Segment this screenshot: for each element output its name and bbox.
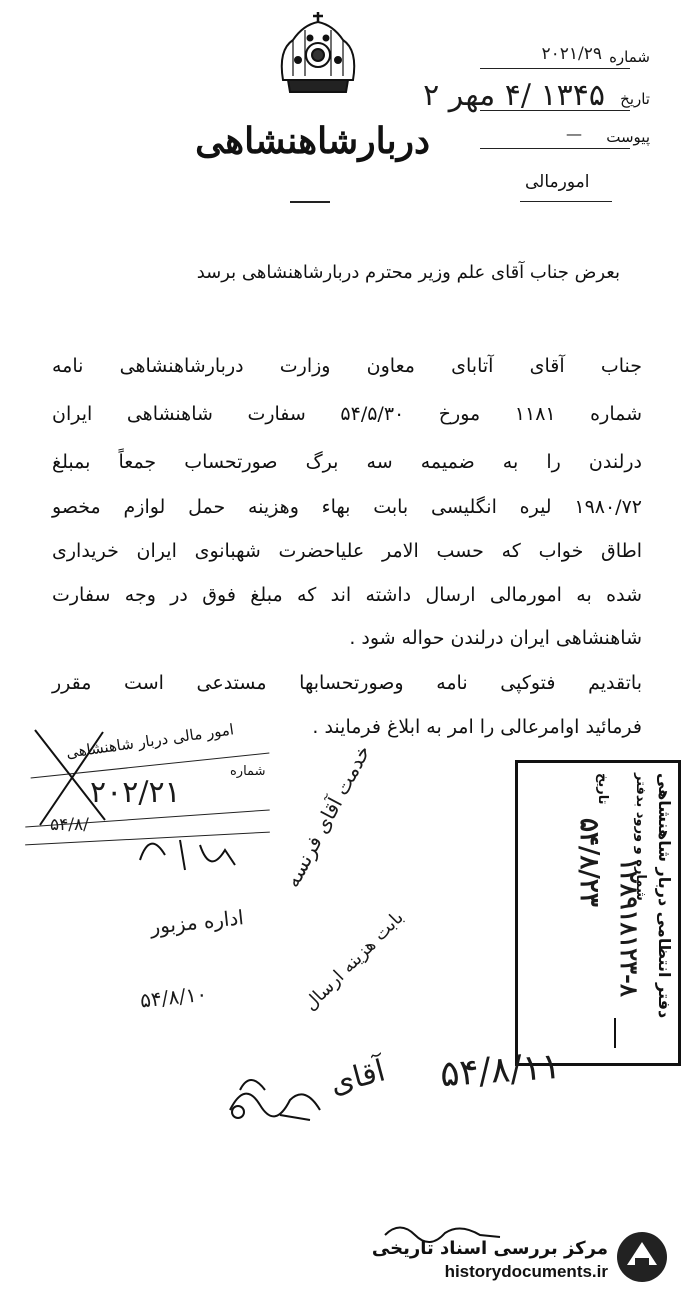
court-title: دربارشاهنشاهی (195, 120, 430, 162)
stamp-date-value: ۵۴/۸/۲۳ (574, 818, 604, 907)
date-rule (480, 110, 630, 111)
attachment-rule (480, 148, 630, 149)
footer-org-name: مرکز بررسی اسناد تاریخی (371, 1238, 608, 1259)
seal-number-value: ۲۰۲/۲۱ (90, 775, 181, 810)
handwritten-date-2: ۵۴/۸/۱۱ (438, 1045, 563, 1096)
department-label: امورمالی (525, 172, 590, 192)
stamp-tick-mark (614, 1018, 626, 1048)
handwritten-note-1: اداره مزبور (149, 905, 245, 939)
seal-date-value: ۵۴/۸/ (50, 815, 89, 835)
handwritten-date-1: ۵۴/۸/۱۰ (138, 981, 209, 1013)
body-line-8: باتقدیم فتوکپی نامه وصورتحسابها مستدعی است مقرر (52, 672, 642, 694)
body-line-4: ۱۹۸۰/۷۲ لیره انگلیسی بابت بهاء وهزینه حمل لوازم مخصو (52, 496, 642, 518)
title-divider (290, 201, 330, 203)
archive-logo-icon (615, 1230, 670, 1285)
addressee-line: بعرض جناب آقای علم وزیر محترم دربارشاهنشاهی برسد (196, 262, 620, 283)
body-line-1: جناب آقای آتابای معاون وزارت دربارشاهنشاهی نامه (52, 355, 642, 377)
body-line-6: شده به امورمالی ارسال داشته اند که مبلغ فوق در وجه سفارت (52, 584, 642, 606)
number-value: ۲۰۲۱/۲۹ (541, 44, 602, 64)
seal-cross-mark (25, 720, 115, 840)
stamp-office-label: دفتر انتظامی دربار شاهنشاهی (655, 773, 674, 1019)
stamp-number-value: ۱۲۸۹۱۸۱۲۳-۸ (615, 858, 644, 997)
body-line-7: شاهنشاهی ایران درلندن حواله شود . (349, 627, 642, 649)
date-value: ۱۳۴۵ /۴ مهر ۲ (423, 78, 605, 113)
body-line-2: شماره ۱۱۸۱ مورخ ۵۴/۵/۳۰ سفارت شاهنشاهی ایران (52, 403, 643, 425)
handwritten-note-4: بابت هزینه ارسال (300, 907, 408, 1015)
body-line-5: اطاق خواب که حسب الامر علیاحضرت شهبانوی ایران خریداری (52, 540, 642, 562)
crown-emblem (268, 10, 368, 100)
seal-number-label: شماره (230, 764, 266, 779)
date-label: تاریخ (620, 90, 650, 108)
number-rule (480, 68, 630, 69)
stamp-date-label: تاریخ (595, 773, 610, 805)
signature-scribble (220, 1050, 350, 1130)
number-label: شماره (609, 48, 650, 66)
handwritten-note-6: آقای (326, 1053, 389, 1102)
attachment-label: پیوست (606, 128, 650, 146)
body-line-9: فرمائید اوامرعالی را امر به ابلاغ فرمایند . (312, 716, 642, 738)
initials-scribble (130, 820, 250, 890)
seal-text: امور مالی دربار شاهنشاهی (65, 720, 235, 762)
department-rule (520, 201, 612, 202)
handwritten-note-3: خدمت آقای فرنسه (280, 740, 376, 892)
attachment-value: — (566, 124, 582, 143)
body-line-3: درلندن را به ضمیمه سه برگ صورتحساب جمعاً بمبلغ (52, 451, 642, 473)
stamp-number-label: شماره و ورود بدفتر (633, 773, 648, 901)
registry-stamp (515, 760, 681, 1066)
footer-url[interactable]: historydocuments.ir (444, 1262, 608, 1281)
